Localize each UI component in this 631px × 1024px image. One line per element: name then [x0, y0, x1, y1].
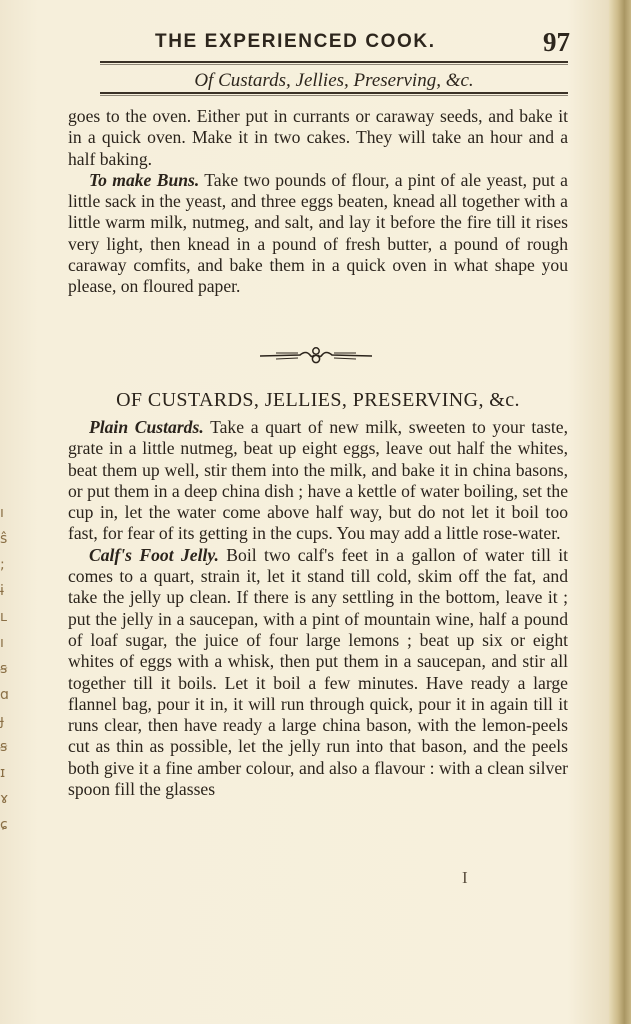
ornament-divider-icon	[256, 344, 376, 366]
buns-recipe-text: Take two pounds of flour, a pint of ale yeast, put a little sack in the yeast, and three eggs beaten, knead all together with a little warm milk, nutmeg, and salt, and lay it before the fire till it rises very light, then knead in a pound of fresh butter, a pound of rough caraway comfits, and bake them in a quick oven in what shape you please, on floured paper.	[68, 169, 568, 297]
continuation-paragraph	[68, 106, 568, 170]
page-edge	[609, 0, 631, 1024]
calfs-foot-jelly-text: Boil two calf's feet in a gallon of water till it comes to a quart, strain it, let it stand till cold, skim off the fat, and take the jelly up clean. If there is any settling in the bottom, leave it ; put the jelly in a saucepan, with a pint of mountain wine, half a pound of loaf sugar, the juice of four large lemons ; beat up six or eight whites of eggs with a whisk, then put them in a saucepan, and stir all together till it boils. Let it boil a few minutes. Have ready a large flannel bag, pour it in, it will run through quick, pour it in again till it runs clear, then have ready a large china bason, with the lemon-peels cut as thin as possible, let the jelly run into that bason, and the peels both give it a fine amber colour, and also a flavour : with a clean silver spoon fill the glasses	[68, 544, 568, 800]
buns-recipe-title: To make Buns.	[89, 169, 200, 190]
catchword: I	[462, 868, 468, 887]
text-block-lower	[68, 417, 568, 800]
calfs-foot-jelly-title: Calf's Foot Jelly.	[89, 544, 219, 565]
plain-custards-title: Plain Custards.	[89, 417, 204, 437]
chapter-subtitle: Of Custards, Jellies, Preserving, &c.	[194, 70, 474, 91]
gutter-marks: ı ŝ ; ɨ ʟ ı ꞩ ɑ ɟ ꞩ ɪ ɤ ɕ	[0, 505, 9, 833]
continuation-text: goes to the oven. Either put in currants or caraway seeds, and bake it in a quick oven. Make it in two cakes. They will take an hour and a half baking.	[68, 106, 568, 169]
subtitle-rule-thin	[100, 95, 568, 96]
subtitle-rule	[100, 92, 568, 94]
running-head-title: THE EXPERIENCED COOK.	[155, 31, 436, 52]
plain-custards-recipe	[68, 417, 568, 545]
calfs-foot-jelly-recipe	[68, 545, 568, 801]
running-head	[155, 27, 570, 59]
header-rule	[100, 61, 568, 63]
page-number: 97	[543, 27, 570, 57]
buns-recipe	[68, 170, 568, 298]
text-block-upper	[68, 106, 568, 298]
plain-custards-text: Take a quart of new milk, sweeten to your taste, grate in a little nutmeg, beat up eight eggs, leave out half the whites, beat them up well, stir them into the milk, and bake it in china basons, or put them in a deep china dish ; have a kettle of water boiling, set the cup in, let the water come above half way, but do not let it boil too fast, for fear of its getting in the cups. You may add a little rose-water.	[68, 417, 568, 544]
header-rule-thin	[100, 64, 568, 65]
section-heading: OF CUSTARDS, JELLIES, PRESERVING, &c.	[116, 389, 520, 411]
